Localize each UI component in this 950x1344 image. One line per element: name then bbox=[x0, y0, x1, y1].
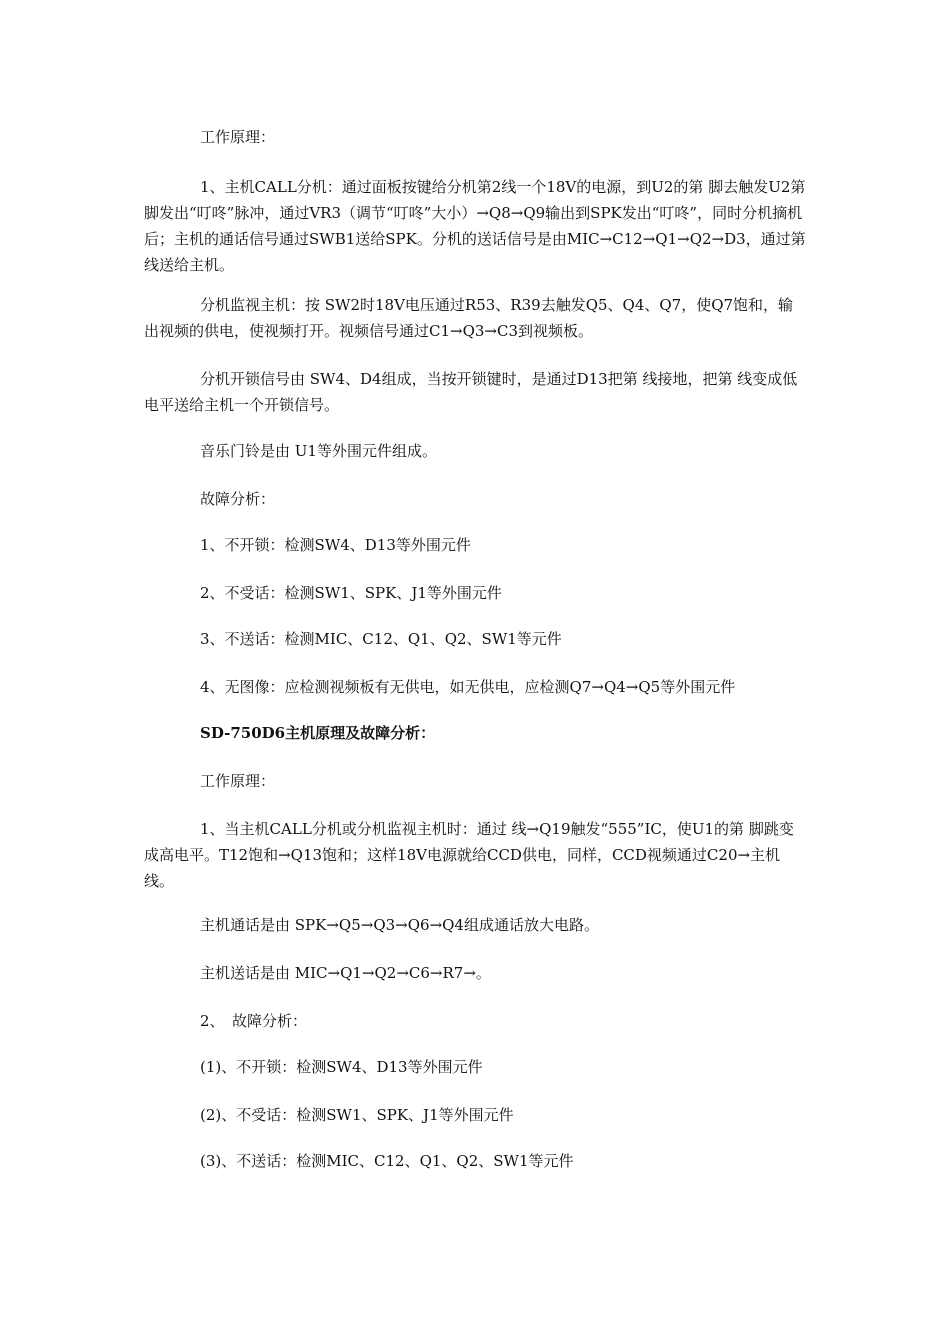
section2-title: SD-750D6主机原理及故障分析： bbox=[200, 724, 436, 742]
section2-fault-heading: 2、 故障分析： bbox=[200, 1012, 308, 1030]
section2-item1-paragraph: 1、当主机CALL分机或分机监视主机时：通过 线→Q19触发“555”IC，使U1的第 脚跳变成高电平。T12饱和→Q13饱和；这样18V电源就给CCD供电，同样，CCD视频通过C20→主机 线。 bbox=[144, 820, 794, 890]
fault-heading: 故障分析： bbox=[200, 490, 276, 508]
section2-fault-item-3: (3)、不送话：检测MIC、C12、Q1、Q2、SW1等元件 bbox=[200, 1152, 574, 1170]
section2-heading: 工作原理： bbox=[200, 772, 276, 790]
fault-item-1: 1、不开锁：检测SW4、D13等外围元件 bbox=[200, 536, 471, 554]
section2-fault-item-2: (2)、不受话：检测SW1、SPK、J1等外围元件 bbox=[200, 1106, 514, 1124]
section1-bell-paragraph: 音乐门铃是由 U1等外围元件组成。 bbox=[200, 442, 437, 460]
section1-monitor-paragraph: 分机监视主机：按 SW2时18V电压通过R53、R39去触发Q5、Q4、Q7，使Q7饱和，输出视频的供电，使视频打开。视频信号通过C1→Q3→C3到视频板。 bbox=[144, 296, 794, 340]
section2-talk-paragraph: 主机通话是由 SPK→Q5→Q3→Q6→Q4组成通话放大电路。 bbox=[200, 916, 599, 934]
section2-fault-item-1: (1)、不开锁：检测SW4、D13等外围元件 bbox=[200, 1058, 483, 1076]
fault-item-2: 2、不受话：检测SW1、SPK、J1等外围元件 bbox=[200, 584, 502, 602]
fault-item-3: 3、不送话：检测MIC、C12、Q1、Q2、SW1等元件 bbox=[200, 630, 562, 648]
section1-item1-paragraph: 1、主机CALL分机：通过面板按键给分机第2线一个18V的电源，到U2的第 脚去触发U2第 脚发出“叮咚”脉冲，通过VR3（调节“叮咚”大小）→Q8→Q9输出到SPK发出“叮咚”，同时分机摘机后；主机的通话信号通过SWB1送给SPK。分机的送话信号是由MIC→C12→Q1→Q2→D3，通过第 线送给主机。 bbox=[144, 178, 806, 274]
section1-heading: 工作原理： bbox=[200, 128, 276, 146]
fault-item-4: 4、无图像：应检测视频板有无供电，如无供电，应检测Q7→Q4→Q5等外围元件 bbox=[200, 678, 736, 696]
section2-send-paragraph: 主机送话是由 MIC→Q1→Q2→C6→R7→。 bbox=[200, 964, 491, 982]
section1-unlock-paragraph: 分机开锁信号由 SW4、D4组成，当按开锁键时，是通过D13把第 线接地，把第 线变成低电平送给主机一个开锁信号。 bbox=[144, 370, 798, 414]
